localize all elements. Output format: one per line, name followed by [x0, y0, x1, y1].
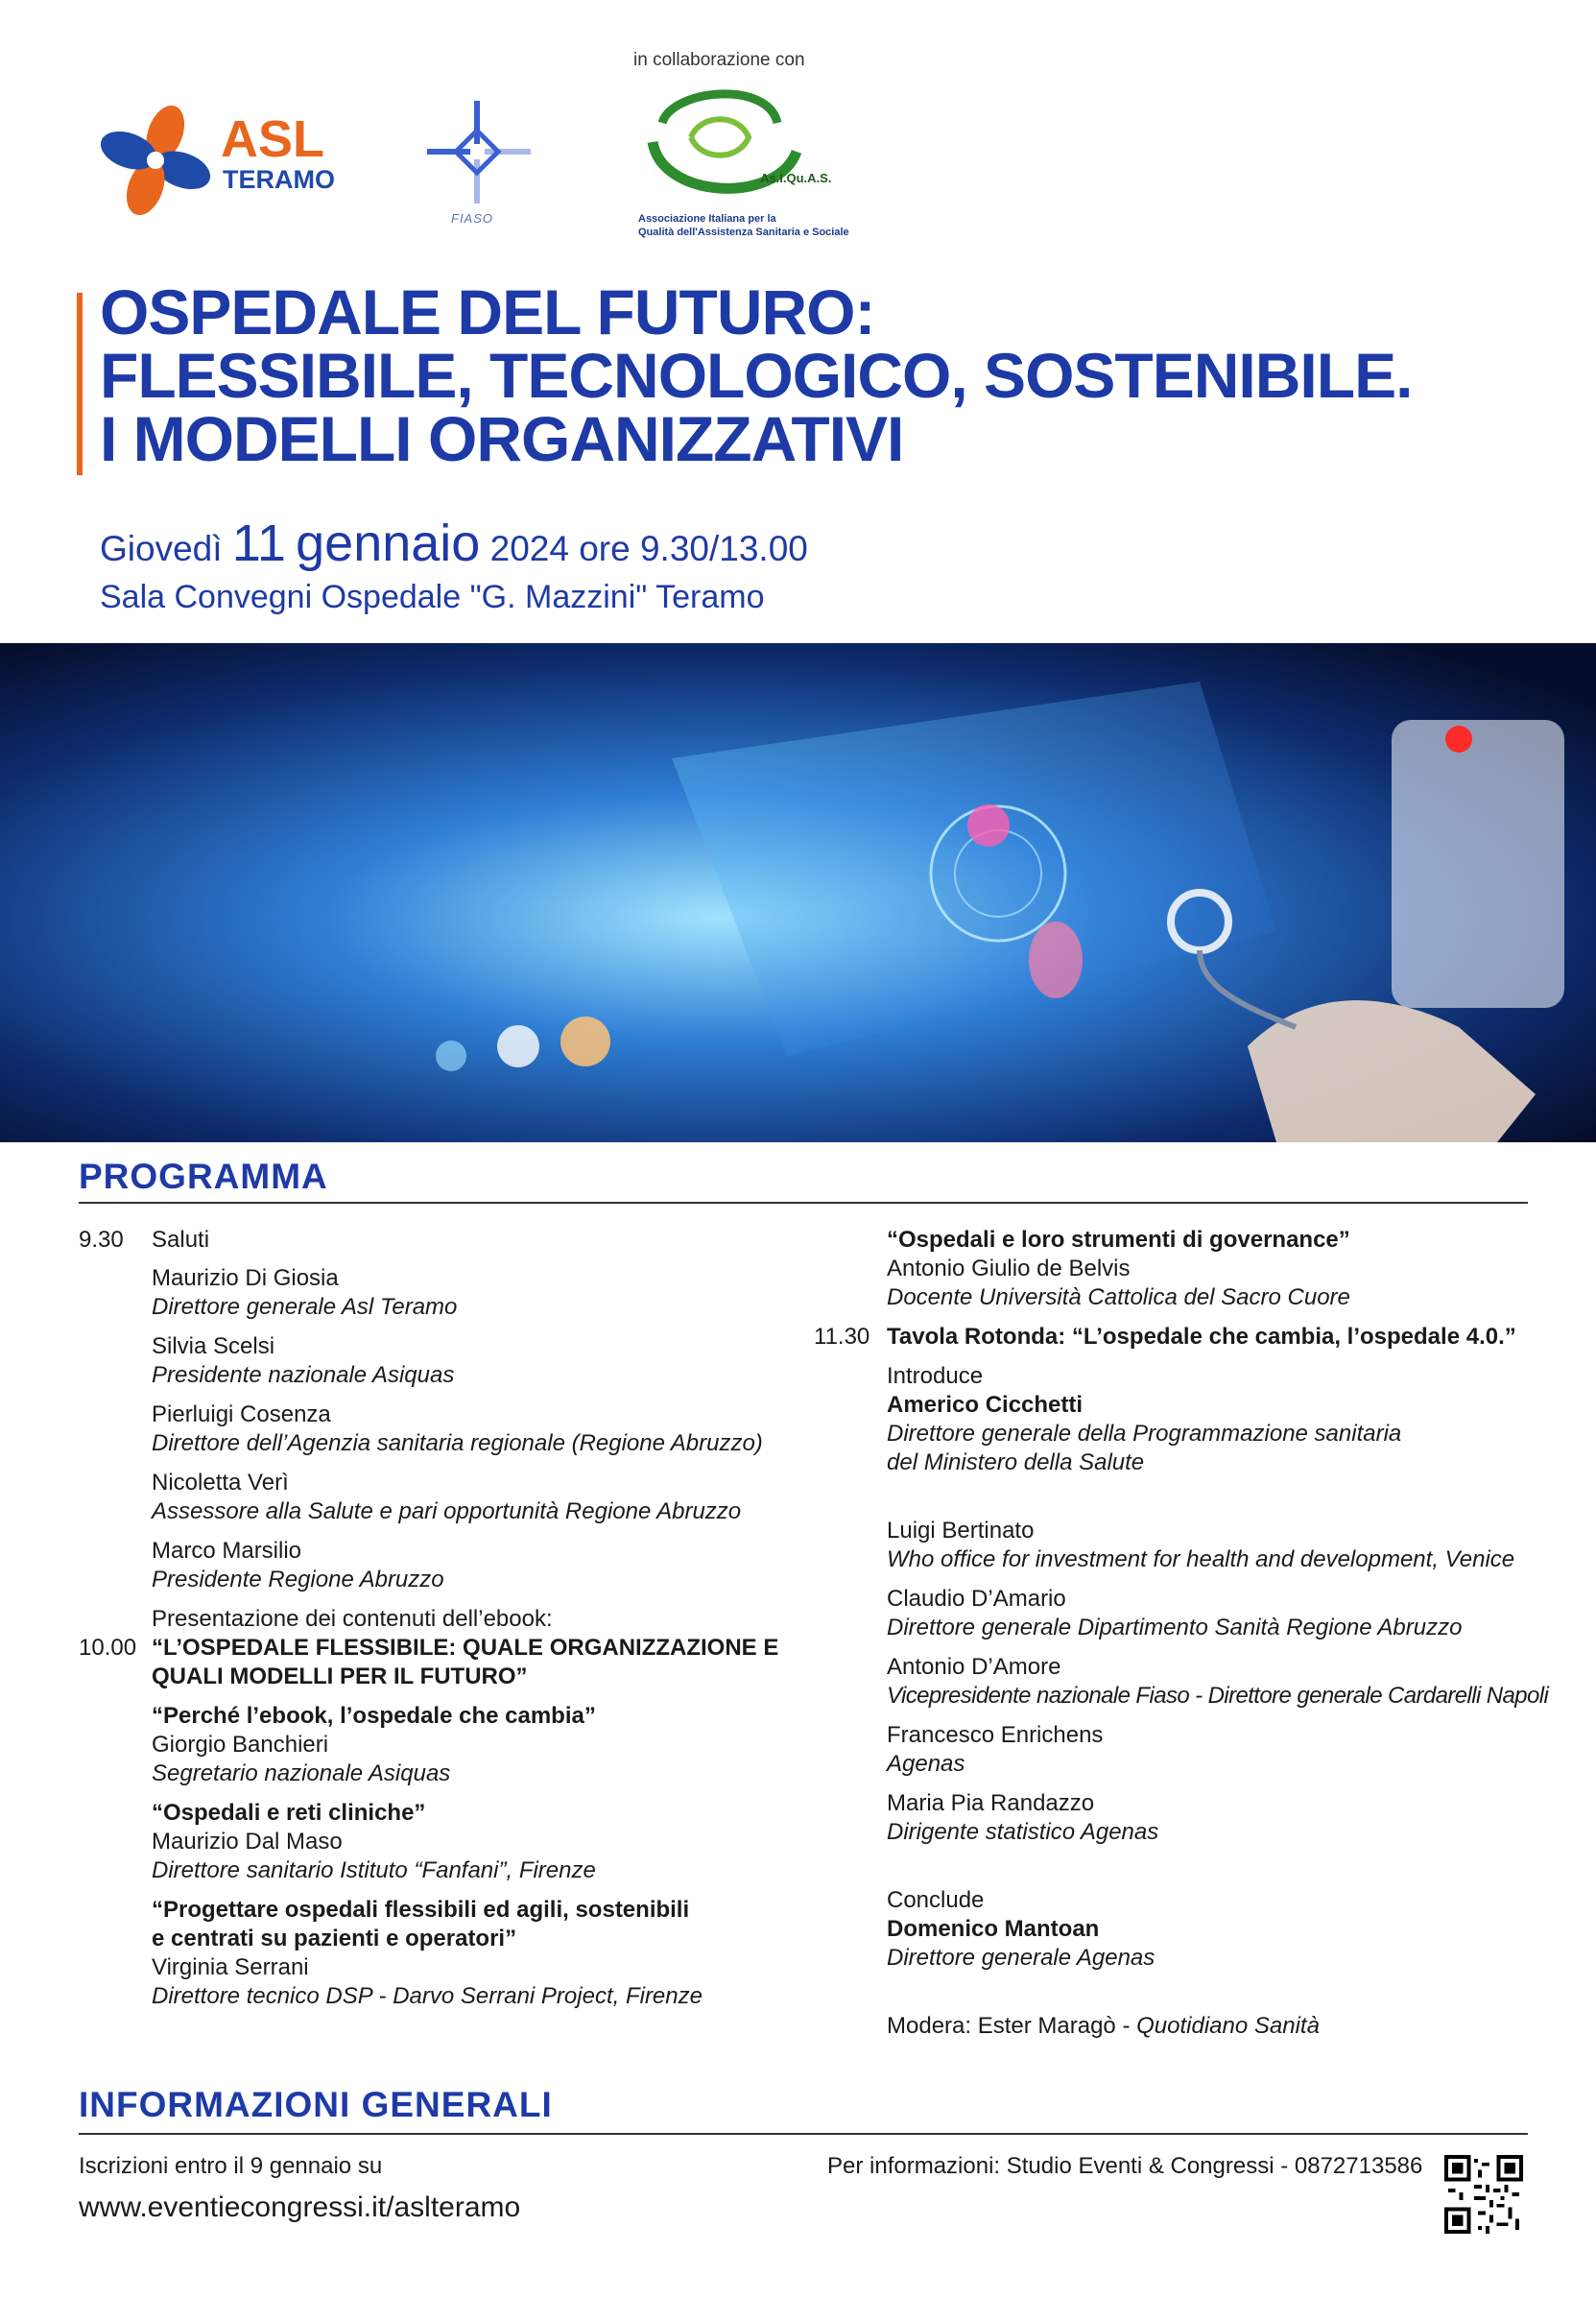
- speaker-name: Giorgio Banchieri: [152, 1732, 329, 1758]
- speaker-name: Americo Cicchetti: [887, 1392, 1084, 1418]
- speaker-name: Marco Marsilio: [152, 1538, 302, 1564]
- speaker-role: Direttore generale Dipartimento Sanità Regione Abruzzo: [887, 1615, 1463, 1640]
- fiaso-logo-icon: [417, 96, 537, 230]
- asl-logo-city: TERAMO: [223, 165, 335, 194]
- event-date: Giovedì 11 gennaio 2024 ore 9.30/13.00: [100, 515, 808, 572]
- speaker-name: Maria Pia Randazzo: [887, 1790, 1095, 1816]
- talk-title: “Perché l’ebook, l’ospedale che cambia”: [152, 1703, 596, 1729]
- asl-logo-name: ASL: [221, 110, 324, 168]
- qr-code-icon[interactable]: [1444, 2155, 1523, 2234]
- speaker-name: Domenico Mantoan: [887, 1916, 1100, 1942]
- registration-note: Iscrizioni entro il 9 gennaio su: [79, 2153, 383, 2179]
- round-table-title: Tavola Rotonda: “L’ospedale che cambia, l’ospedale 4.0.”: [887, 1324, 1516, 1350]
- page-title: [100, 276, 1413, 474]
- saluti-label: Saluti: [152, 1227, 210, 1253]
- registration-link[interactable]: www.eventiecongressi.it/aslteramo: [79, 2191, 521, 2223]
- speaker-role: Direttore generale della Programmazione sanitaria: [887, 1421, 1402, 1447]
- speaker-role: Direttore dell’Agenzia sanitaria regionale (Regione Abruzzo): [152, 1430, 763, 1456]
- speaker-name: Maurizio Di Giosia: [152, 1265, 339, 1291]
- speaker-name: Claudio D’Amario: [887, 1586, 1066, 1612]
- contact-info: Per informazioni: Studio Eventi & Congressi - 0872713586: [827, 2153, 1423, 2179]
- title-line-2: FLESSIBILE, TECNOLOGICO, SOSTENIBILE.: [100, 340, 1413, 411]
- presentation-intro: Presentazione dei contenuti dell’ebook:: [152, 1606, 553, 1632]
- speaker-name: Antonio D’Amore: [887, 1654, 1061, 1680]
- speaker-role: Vicepresidente nazionale Fiaso - Direttore generale Cardarelli Napoli: [887, 1683, 1549, 1709]
- programma-heading: PROGRAMMA: [79, 1157, 328, 1196]
- speaker-role: Segretario nazionale Asiquas: [152, 1760, 451, 1786]
- talk-title: e centrati su pazienti e operatori”: [152, 1926, 517, 1951]
- speaker-role: Direttore generale Agenas: [887, 1945, 1155, 1971]
- title-accent-bar: [77, 293, 83, 475]
- asl-logo-icon: [96, 101, 221, 221]
- speaker-name: Luigi Bertinato: [887, 1518, 1035, 1544]
- conclude-label: Conclude: [887, 1887, 985, 1913]
- programma-right-column: [806, 1226, 1549, 2051]
- speaker-role: del Ministero della Salute: [887, 1449, 1145, 1475]
- info-divider: [79, 2133, 1528, 2135]
- speaker-name: Nicoletta Verì: [152, 1470, 289, 1496]
- speaker-role: Assessore alla Salute e pari opportunità Regione Abruzzo: [152, 1498, 742, 1524]
- event-venue: Sala Convegni Ospedale "G. Mazzini" Teramo: [100, 579, 765, 615]
- speaker-role: Direttore sanitario Istituto “Fanfani”, Firenze: [152, 1857, 596, 1883]
- introduce-label: Introduce: [887, 1363, 984, 1389]
- time-10-00: 10.00: [79, 1635, 137, 1661]
- ebook-title: “L’OSPEDALE FLESSIBILE: QUALE ORGANIZZAZIONE E: [152, 1635, 779, 1661]
- collaboration-label: in collaborazione con: [633, 50, 805, 70]
- asiquas-logo-name: As.I.Qu.A.S.: [760, 171, 832, 185]
- speaker-name: Antonio Giulio de Belvis: [887, 1256, 1131, 1281]
- speaker-role: Presidente Regione Abruzzo: [152, 1567, 444, 1592]
- talk-title: “Ospedali e reti cliniche”: [152, 1800, 426, 1826]
- info-heading: INFORMAZIONI GENERALI: [79, 2085, 553, 2124]
- speaker-role: Direttore tecnico DSP - Darvo Serrani Project, Firenze: [152, 1983, 703, 2009]
- title-line-3: I MODELLI ORGANIZZATIVI: [100, 403, 904, 474]
- talk-title: “Ospedali e loro strumenti di governance”: [887, 1227, 1350, 1253]
- speaker-name: Maurizio Dal Maso: [152, 1829, 343, 1855]
- speaker-name: Virginia Serrani: [152, 1954, 309, 1980]
- speaker-role: Who office for investment for health and development, Venice: [887, 1546, 1515, 1572]
- title-line-1: OSPEDALE DEL FUTURO:: [100, 276, 875, 347]
- speaker-role: Direttore generale Asl Teramo: [152, 1294, 458, 1320]
- hero-image: [0, 643, 1596, 1142]
- speaker-role: Presidente nazionale Asiquas: [152, 1362, 455, 1388]
- talk-title: “Progettare ospedali flessibili ed agili, sostenibili: [152, 1897, 690, 1923]
- speaker-name: Silvia Scelsi: [152, 1333, 275, 1359]
- programma-left-column: [79, 1226, 808, 2023]
- moderator: Modera: Ester Maragò - Quotidiano Sanità: [887, 2013, 1320, 2039]
- speaker-role: Docente Università Cattolica del Sacro Cuore: [887, 1284, 1350, 1310]
- fiaso-logo-name: FIASO: [451, 211, 494, 226]
- speaker-name: Francesco Enrichens: [887, 1722, 1104, 1748]
- speaker-role: Dirigente statistico Agenas: [887, 1819, 1159, 1845]
- speaker-role: Agenas: [887, 1751, 965, 1777]
- ebook-title: QUALI MODELLI PER IL FUTURO”: [152, 1664, 528, 1689]
- time-9-30: 9.30: [79, 1227, 124, 1253]
- asiquas-description: Associazione Italiana per la Qualità dell'Assistenza Sanitaria e Sociale: [638, 213, 849, 238]
- programma-divider: [79, 1202, 1528, 1204]
- time-11-30: 11.30: [814, 1324, 870, 1350]
- asiquas-logo-icon: [633, 84, 816, 209]
- speaker-name: Pierluigi Cosenza: [152, 1401, 331, 1427]
